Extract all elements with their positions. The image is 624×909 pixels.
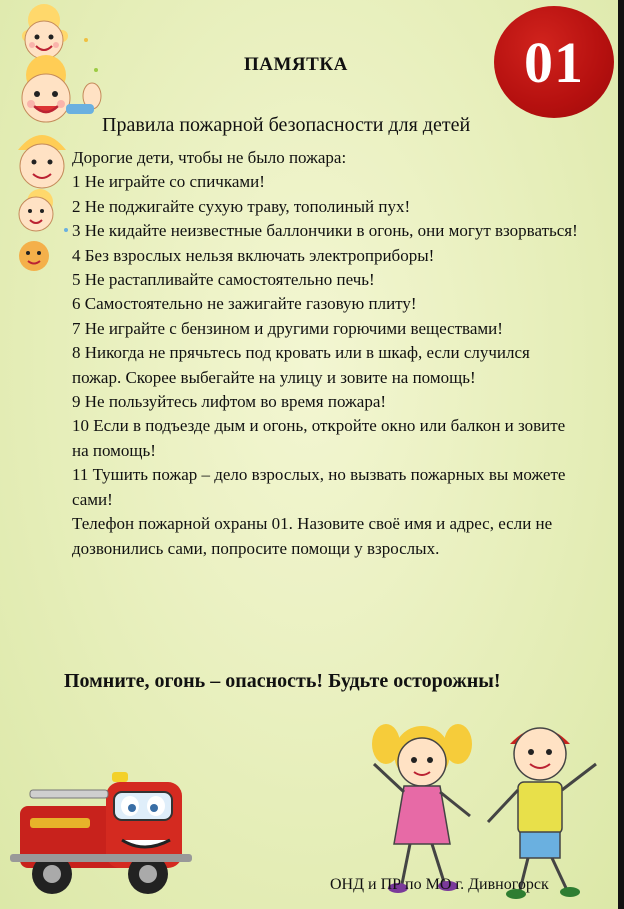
rule-item: 1 Не играйте со спичками! [72, 172, 265, 192]
rule-item: 6 Самостоятельно не зажигайте газовую плиту! [72, 294, 417, 314]
emergency-number-badge [494, 6, 614, 118]
footer-credit: ОНД и ПР по МО г. Дивногорск [330, 876, 549, 893]
warning-text: Помните, огонь – опасность! Будьте осторожны! [64, 670, 501, 692]
memo-title: ПАМЯТКА [244, 54, 348, 75]
badge-number: 01 [524, 29, 584, 95]
right-edge-bar [618, 0, 624, 909]
girl-face-small [19, 189, 53, 231]
rule-item: 8 Никогда не прячьтесь под кровать или в шкаф, если случился пожар. Скорее выбегайте на улицу и зовите на помощь! [72, 343, 530, 387]
rule-item: 9 Не пользуйтесь лифтом во время пожара! [72, 392, 387, 412]
memo-body [72, 146, 578, 561]
girl-face-top [22, 4, 68, 59]
baby-face [19, 241, 49, 271]
closing-text: Телефон пожарной охраны 01. Назовите своё имя и адрес, если не дозвонились сами, попросите помощи у взрослых. [72, 514, 553, 558]
rule-item: 11 Тушить пожар – дело взрослых, но вызвать пожарных вы можете сами! [72, 465, 566, 509]
girl-figure [372, 724, 472, 893]
rule-item: 3 Не кидайте неизвестные баллончики в огонь, они могут взорваться! [72, 221, 578, 241]
boy-face [18, 135, 66, 188]
fire-truck-illustration [10, 742, 192, 909]
boy-figure [488, 728, 596, 899]
girl-face-waving [22, 55, 101, 122]
rule-item: 5 Не растапливайте самостоятельно печь! [72, 270, 375, 290]
rule-item: 2 Не поджигайте сухую траву, тополиный пух! [72, 196, 411, 216]
memo-subtitle: Правила пожарной безопасности для детей [102, 114, 471, 136]
rule-item: 10 Если в подъезде дым и огонь, откройте окно или балкон и зовите на помощь! [72, 416, 566, 460]
rule-item: 4 Без взрослых нельзя включать электроприборы! [72, 245, 435, 265]
rule-item: 7 Не играйте с бензином и другими горючими веществами! [72, 318, 503, 338]
intro-text: Дорогие дети, чтобы не было пожара: [72, 148, 347, 167]
